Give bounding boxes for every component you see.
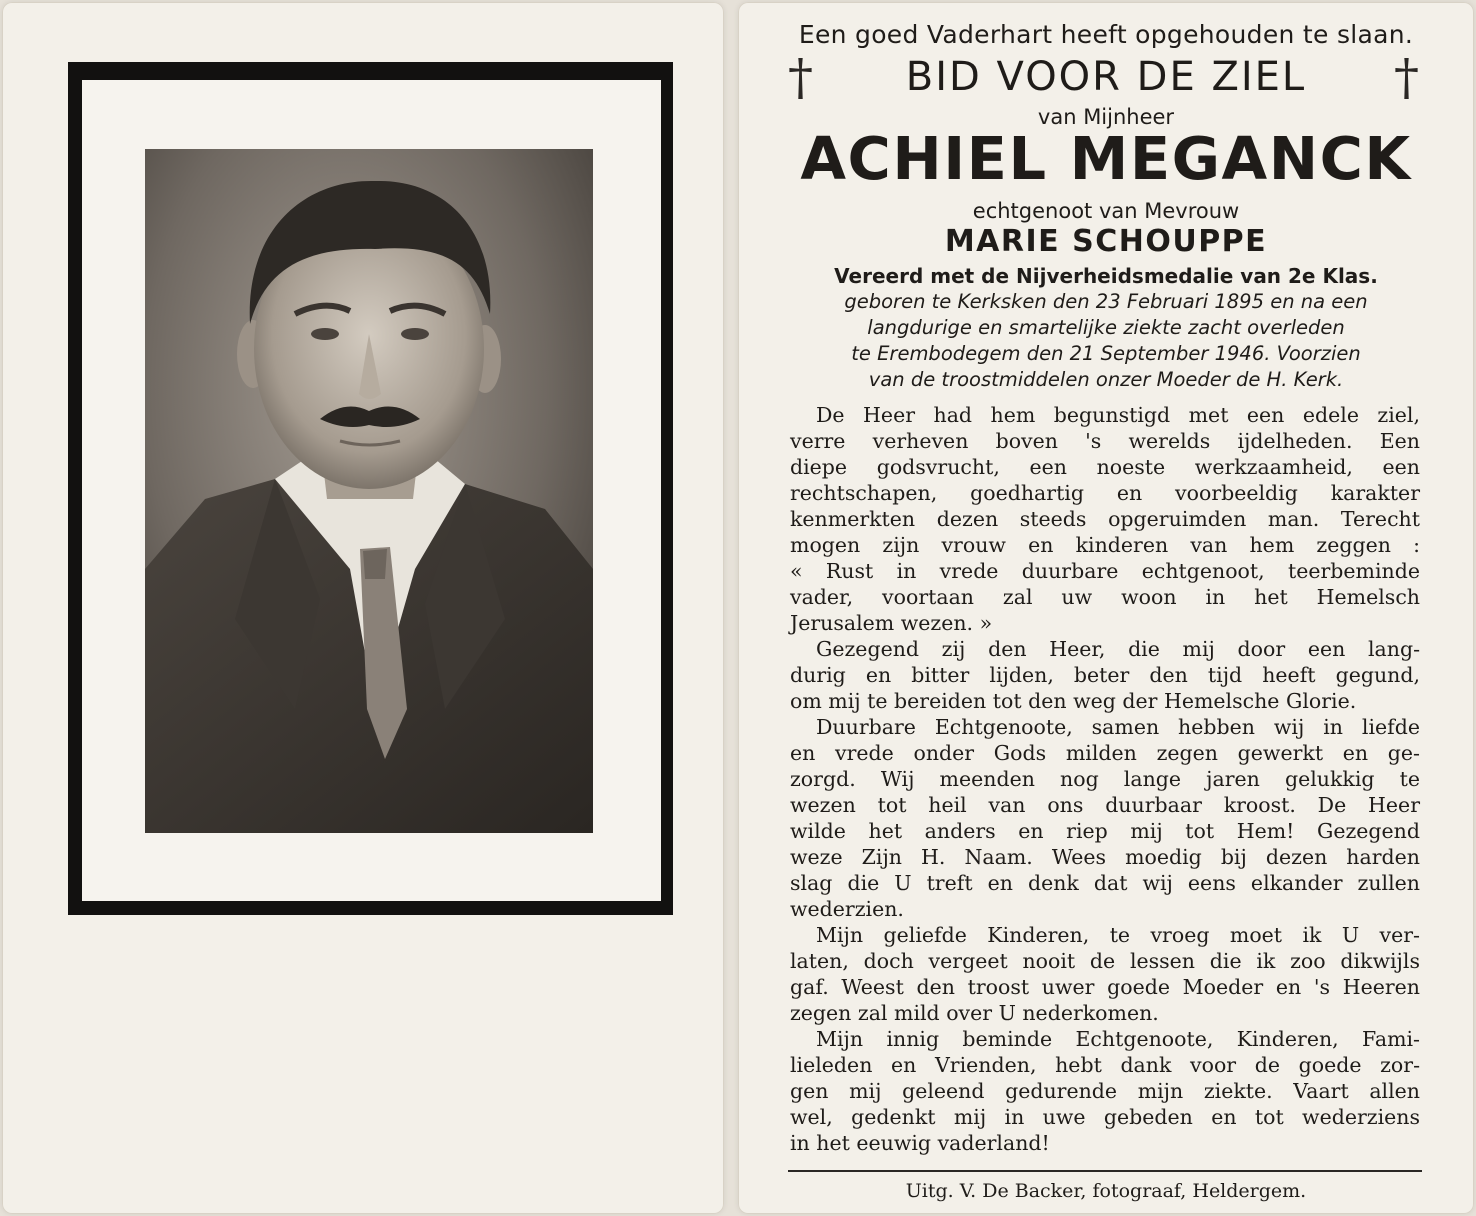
bio-line: van de troostmiddelen onzer Moeder de H. Kerk.	[868, 368, 1344, 391]
left-card	[2, 2, 724, 1214]
bio-line: te Erembodegem den 21 September 1946. Voorzien	[851, 342, 1361, 365]
body-line: wederzien.	[790, 897, 904, 921]
honour-line: Vereerd met de Nijverheidsmedalie van 2e Klas.	[834, 264, 1378, 288]
portrait-photo	[145, 149, 593, 833]
salutation: van Mijnheer	[1037, 105, 1175, 129]
body-line: De Heer had hem begunstigd met een edele ziel,	[816, 403, 1420, 427]
body-line: gaf. Weest den troost uwer goede Moeder en 's Heeren	[790, 975, 1420, 999]
body-line: Duurbare Echtgenoote, samen hebben wij in liefde	[816, 715, 1420, 739]
body-line: in het eeuwig vaderland!	[790, 1131, 1050, 1155]
bio-line: geboren te Kerksken den 23 Februari 1895 en na een	[844, 290, 1368, 313]
body-line: gen mij geleend gedurende mijn ziekte. Vaart allen	[790, 1079, 1420, 1103]
body-line: zegen zal mild over U nederkomen.	[790, 1001, 1159, 1025]
body-line: rechtschapen, goedhartig en voorbeeldig karakter	[790, 481, 1420, 505]
cross-left-icon: †	[788, 48, 813, 106]
prayer-heading: BID VOOR DE ZIEL	[905, 54, 1307, 100]
body-line: en vrede onder Gods milden zegen gewerkt en ge-	[790, 741, 1420, 765]
body-line: Mijn innig beminde Echtgenoote, Kinderen, Fami-	[816, 1027, 1420, 1051]
photo-mat	[82, 80, 661, 901]
body-line: wilde het anders en riep mij tot Hem! Gezegend	[790, 819, 1420, 843]
spouse-intro: echtgenoot van Mevrouw	[972, 199, 1240, 223]
body-line: verre verheven boven 's werelds ijdelheden. Een	[790, 429, 1420, 453]
body-line: lieleden en Vrienden, hebt dank voor de goede zor-	[790, 1053, 1420, 1077]
body-line: kenmerkten dezen steeds opgeruimden man. Terecht	[790, 507, 1420, 531]
bio-line: langdurige en smartelijke ziekte zacht overleden	[867, 316, 1345, 339]
body-line: wezen tot heil van ons duurbaar kroost. De Heer	[790, 793, 1420, 817]
body-line: durig en bitter lijden, beter den tijd heeft gegund,	[790, 663, 1420, 687]
body-line: Gezegend zij den Heer, die mij door een lang-	[816, 637, 1420, 661]
cross-right-icon: †	[1394, 48, 1419, 106]
body-line: om mij te bereiden tot den weg der Hemelsche Glorie.	[790, 689, 1357, 713]
body-line: mogen zijn vrouw en kinderen van hem zeggen :	[790, 533, 1420, 557]
body-line: vader, voortaan zal uw woon in het Hemelsch	[790, 585, 1420, 609]
body-line: diepe godsvrucht, een noeste werkzaamheid, een	[790, 455, 1420, 479]
body-line: Jerusalem wezen. »	[790, 611, 993, 635]
body-line: Mijn geliefde Kinderen, te vroeg moet ik U ver-	[816, 923, 1420, 947]
body-line: wel, gedenkt mij in uwe gebeden en tot wederziens	[790, 1105, 1420, 1129]
body-line: zorgd. Wij meenden nog lange jaren gelukkig te	[790, 767, 1420, 791]
portrait-illustration	[145, 149, 593, 833]
body-line: laten, doch vergeet nooit de lessen die ik zoo dikwijls	[790, 949, 1420, 973]
spouse-name: MARIE SCHOUPPE	[944, 224, 1268, 259]
body-line: slag die U treft en denk dat wij eens elkander zullen	[790, 871, 1420, 895]
deceased-name: ACHIEL MEGANCK	[800, 124, 1412, 193]
divider-rule	[788, 1170, 1422, 1172]
printer-credit: Uitg. V. De Backer, fotograaf, Heldergem.	[905, 1180, 1307, 1202]
body-line: « Rust in vrede duurbare echtgenoot, teerbeminde	[790, 559, 1420, 583]
right-card	[738, 2, 1474, 1214]
mourning-frame	[68, 62, 673, 915]
body-line: weze Zijn H. Naam. Wees moedig bij dezen harden	[790, 845, 1420, 869]
opening-line: Een goed Vaderhart heeft opgehouden te slaan.	[798, 20, 1414, 49]
